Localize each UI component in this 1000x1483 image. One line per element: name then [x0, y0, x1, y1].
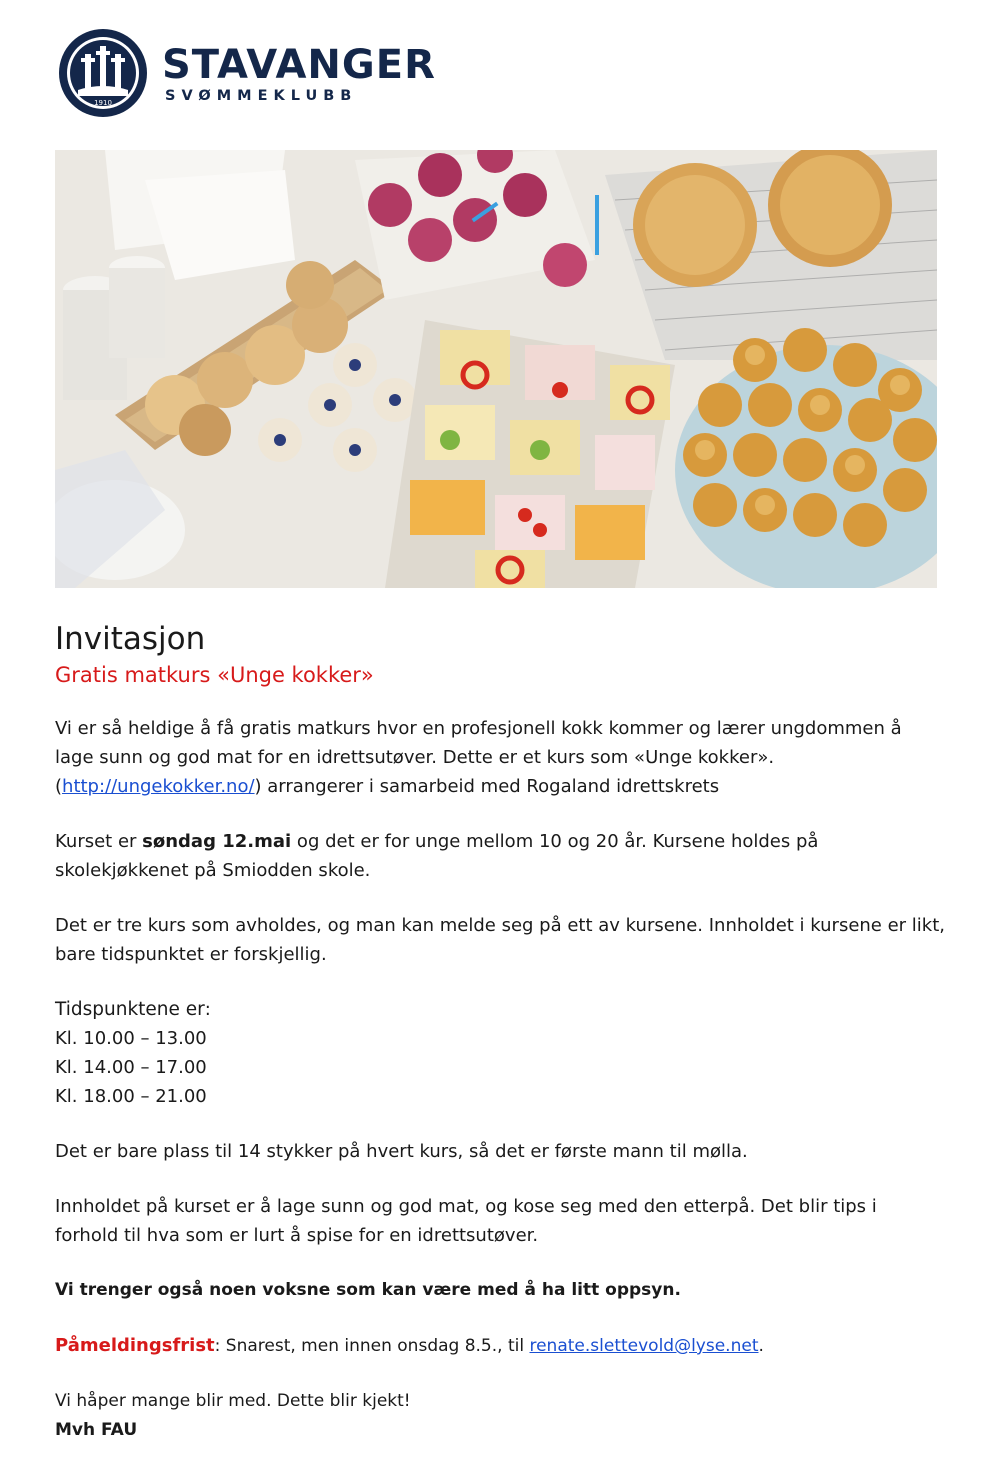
- intro-paren: (: [55, 776, 63, 797]
- club-logo: [56, 26, 150, 120]
- times-block: [55, 995, 945, 1111]
- times-colon: :: [204, 999, 211, 1020]
- deadline-paragraph: [55, 1331, 945, 1361]
- contact-email-link[interactable]: renate.slettevold@lyse.net: [529, 1336, 759, 1356]
- deadline-text: : Snarest, men innen onsdag 8.5., til: [214, 1336, 530, 1356]
- intro-paragraph: [55, 714, 945, 801]
- intro-text: Vi er så heldige å få gratis matkurs hvor en profesjonell kokk kommer og lærer ungdommen å lage sunn og god mat for en idrettsutøver. Dette er et kurs som «Unge kokker».: [55, 718, 902, 768]
- date-suffix: og det er for unge mellom 10 og 20 år. Kursene holdes på skolekjøkkenet på Smiodden skole.: [55, 831, 819, 881]
- club-name: STAVANGER: [162, 42, 436, 88]
- capacity-paragraph: Det er bare plass til 14 stykker på hvert kurs, så det er første mann til mølla.: [55, 1141, 748, 1162]
- food-photo: [55, 150, 937, 588]
- signature: Mvh FAU: [55, 1420, 138, 1440]
- courses-paragraph: Det er tre kurs som avholdes, og man kan melde seg på ett av kursene. Innholdet i kursene er likt, bare tidspunktet er forskjellig.: [55, 915, 946, 965]
- times-heading: Tidspunktene er: [55, 999, 205, 1020]
- invitation-body: [55, 618, 945, 1445]
- ungekokker-link[interactable]: http://ungekokker.no/: [62, 776, 255, 797]
- time-slot: Kl. 18.00 – 21.00: [55, 1086, 207, 1107]
- club-subtitle: SVØMMEKLUBB: [165, 88, 358, 104]
- time-slot: Kl. 14.00 – 17.00: [55, 1057, 207, 1078]
- page-subtitle: Gratis matkurs «Unge kokker»: [55, 663, 374, 687]
- intro-text-2: ) arrangerer i samarbeid med Rogaland idrettskrets: [254, 776, 720, 797]
- logo-year: 1910: [94, 99, 112, 107]
- deadline-end: .: [758, 1336, 764, 1356]
- deadline-label: Påmeldingsfrist: [55, 1335, 215, 1356]
- course-date: søndag 12.mai: [142, 831, 292, 852]
- header: [56, 26, 476, 122]
- adults-request: Vi trenger også noen voksne som kan være med å ha litt oppsyn.: [55, 1280, 681, 1300]
- date-paragraph: [55, 827, 945, 885]
- time-slot: Kl. 10.00 – 13.00: [55, 1028, 207, 1049]
- page-title: Invitasjon: [55, 621, 206, 657]
- date-prefix: Kurset er: [55, 831, 143, 852]
- closing-line: Vi håper mange blir med. Dette blir kjekt!: [55, 1391, 411, 1411]
- content-paragraph: Innholdet på kurset er å lage sunn og god mat, og kose seg med den etterpå. Det blir tips i forhold til hva som er lurt å spise for en idrettsutøver.: [55, 1196, 877, 1246]
